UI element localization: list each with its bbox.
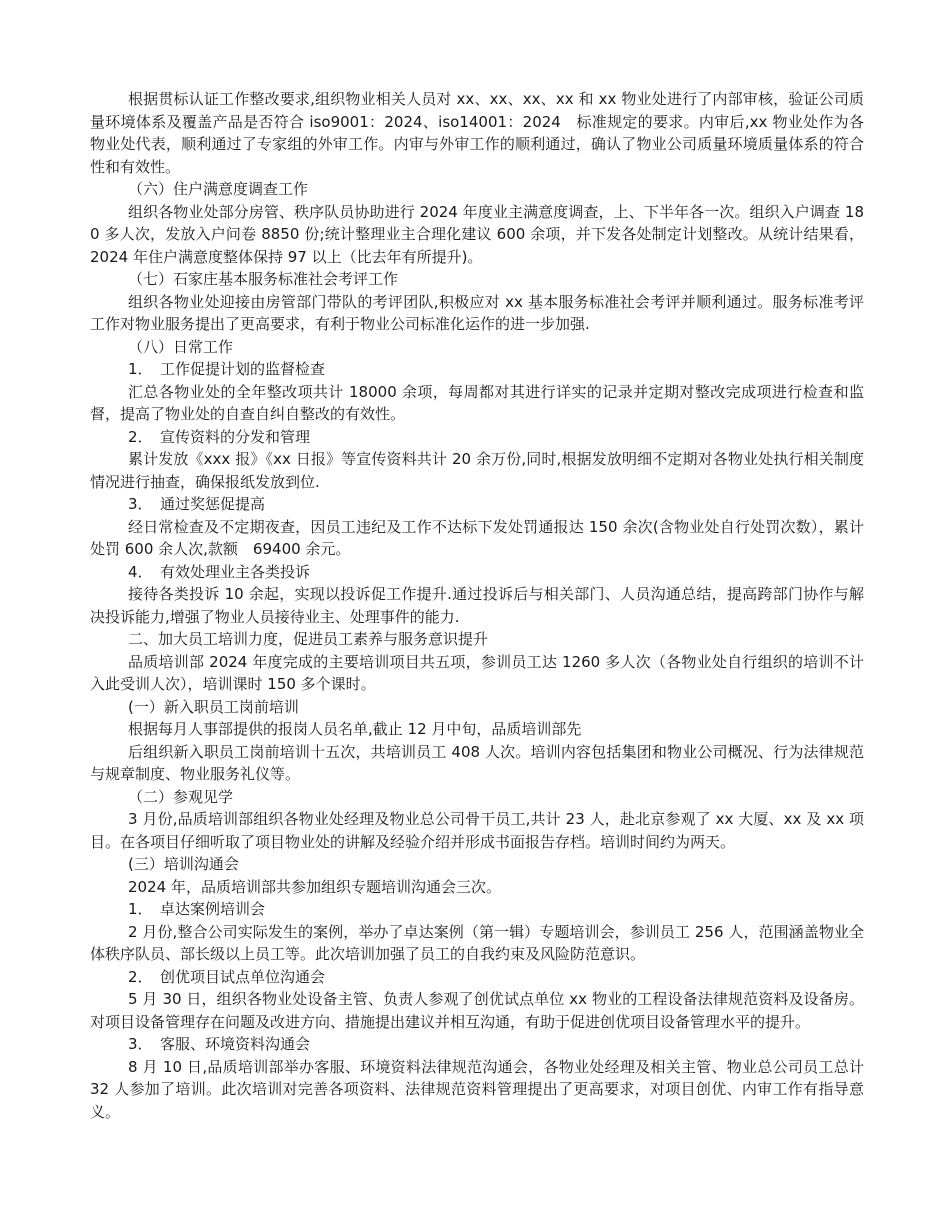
paragraph: 汇总各物业处的全年整改项共计 18000 余项，每周都对其进行详实的记录并定期对整改完成项进行检查和监督，提高了物业处的自查自纠自整改的有效性。 xyxy=(90,382,864,423)
paragraph: 根据贯标认证工作整改要求,组织物业相关人员对 xx、xx、xx、xx 和 xx 物业处进行了内部审核，验证公司质量环境体系及覆盖产品是否符合 iso9001：2024、iso14001：2024 标准规定的要求。内审后,xx 物业处作为各物业处代表，顺利通过了专家组的外审工作。内审与外审工作的顺利通过，确认了物业公司质量环境质量体系的符合性和有效性。 xyxy=(90,90,864,176)
paragraph: 累计发放《xxx 报》《xx 日报》等宣传资料共计 20 余万份,同时,根据发放明细不定期对各物业处执行相关制度情况进行抽查，确保报纸发放到位. xyxy=(90,450,864,491)
section-heading: （六）住户满意度调查工作 xyxy=(128,180,309,198)
paragraph: 组织各物业处迎接由房管部门带队的考评团队,积极应对 xx 基本服务标准社会考评并顺利通过。服务标准考评工作对物业服务提出了更高要求，有利于物业公司标准化运作的进一步加强. xyxy=(90,292,864,333)
numbered-heading: 3． 客服、环境资料沟通会 xyxy=(128,1035,311,1053)
section-heading: (三）培训沟通会 xyxy=(128,855,239,873)
paragraph: 接待各类投诉 10 余起，实现以投诉促工作提升.通过投诉后与相关部门、人员沟通总结，提高跨部门协作与解决投诉能力,增强了物业人员接待业主、处理事件的能力. xyxy=(90,585,864,626)
paragraph: 品质培训部 2024 年度完成的主要培训项目共五项，参训员工达 1260 多人次（各物业处自行组织的培训不计入此受训人次），培训课时 150 多个课时。 xyxy=(90,652,864,693)
section-heading: （八）日常工作 xyxy=(128,337,234,356)
section-heading: （七）石家庄基本服务标准社会考评工作 xyxy=(128,270,399,288)
paragraph: 经日常检查及不定期夜查，因员工违纪及工作不达标下发处罚通报达 150 余次(含物业处自行处罚次数），累计处罚 600 余人次,款额 69400 余元。 xyxy=(90,517,864,558)
paragraph: 后组织新入职员工岗前培训十五次，共培训员工 408 人次。培训内容包括集团和物业公司概况、行为法律规范与规章制度、物业服务礼仪等。 xyxy=(90,742,864,783)
paragraph: 3 月份,品质培训部组织各物业处经理及物业总公司骨干员工,共计 23 人，赴北京参观了 xx 大厦、xx 及 xx 项目。在各项目仔细听取了项目物业处的讲解及经验介绍并形成书面报告存档。培训时间约为两天。 xyxy=(90,810,864,851)
numbered-heading: 4． 有效处理业主各类投诉 xyxy=(128,562,311,581)
chapter-heading: 二、加大员工培训力度，促进员工素养与服务意识提升 xyxy=(128,630,489,648)
section-heading: （二）参观见学 xyxy=(128,787,234,806)
numbered-heading: 2． 创优项目试点单位沟通会 xyxy=(128,967,326,986)
numbered-heading: 2． 宣传资料的分发和管理 xyxy=(128,427,311,446)
paragraph: 组织各物业处部分房管、秩序队员协助进行 2024 年度业主满意度调查，上、下半年各一次。组织入户调查 180 多人次，发放入户问卷 8850 份;统计整理业主合理化建议 600 余项，并下发各处制定计划整改。从统计结果看，2024 年住户满意度整体保持 97 以上（比去年有所提升)。 xyxy=(90,202,864,266)
paragraph: 8 月 10 日,品质培训部举办客服、环境资料法律规范沟通会，各物业处经理及相关主管、物业总公司员工总计 32 人参加了培训。此次培训对完善各项资料、法律规范资料管理提出了更高要求，对项目创优、内审工作有指导意义。 xyxy=(90,1057,864,1121)
paragraph: 2024 年，品质培训部共参加组织专题培训沟通会三次。 xyxy=(128,877,501,896)
numbered-heading: 1． 卓达案例培训会 xyxy=(128,900,266,918)
numbered-heading: 1． 工作促提计划的监督检查 xyxy=(128,360,326,378)
section-heading: (一）新入职员工岗前培训 xyxy=(128,697,299,716)
numbered-heading: 3． 通过奖惩促提高 xyxy=(128,495,266,513)
paragraph: 根据每月人事部提供的报岗人员名单,截止 12 月中旬，品质培训部先 xyxy=(128,720,582,738)
paragraph: 2 月份,整合公司实际发生的案例，举办了卓达案例（第一辑）专题培训会，参训员工 256 人，范围涵盖物业全体秩序队员、部长级以上员工等。此次培训加强了员工的自我约束及风险防范意识。 xyxy=(90,922,864,963)
paragraph: 5 月 30 日，组织各物业处设备主管、负责人参观了创优试点单位 xx 物业的工程设备法律规范资料及设备房。对项目设备管理存在问题及改进方向、措施提出建议并相互沟通，有助于促进创优项目设备管理水平的提升。 xyxy=(90,990,864,1031)
